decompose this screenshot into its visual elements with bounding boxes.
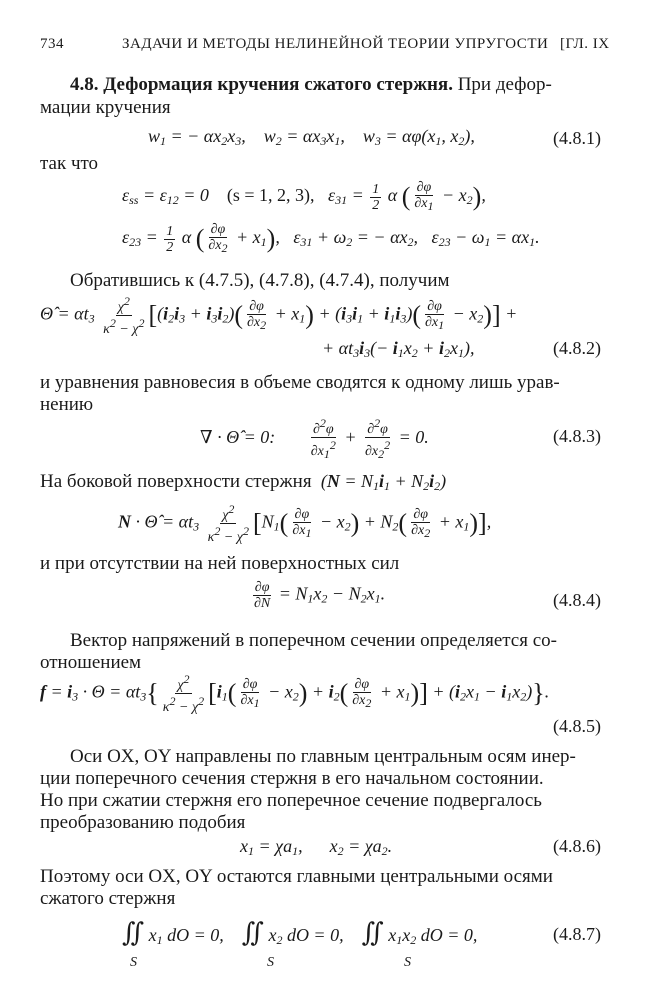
section-heading: 4.8. Деформация кручения сжатого стержня. [70, 74, 453, 95]
equation-boundary: N · Θ̂ = $\alpha t_3$ $\frac{\chi 2}{\kappa 2 - \chi 2}$ [$N_1$( $\frac{\partial\varphi}{\partial x1}$ − $x_2) + N_2$( $\frac{\partial\varphi}{\partial x2}$ + $x_1$)], [118, 502, 492, 545]
integral-domain-s: S [267, 955, 274, 970]
text-vektor-2: отношением [40, 652, 142, 673]
text-poetomu-1: Поэтому оси OX, OY остаются главными центральными осями [40, 866, 553, 887]
section-intro: При дефор- [457, 74, 552, 95]
text-obrativshis: Обратившись к (4.7.5), (4.7.8), (4.7.4), получим [70, 270, 450, 291]
equation-number: (4.8.7) [553, 924, 601, 944]
text-uravneniya-1: и уравнения равновесия в объеме сводятся к одному лишь урав- [40, 372, 560, 393]
text-tak-chto: так что [40, 153, 99, 174]
equation-4-8-2-line1: Θ̂ = $\alpha t_3$ $\frac{\chi 2}{\kappa 2 - \chi 2}$ [$(i_2i_3 + i_3i_2)$( $\frac{\partial\varphi}{\partial x2}$ + $x_1) + (i_3i_1 + i_1i_3)$( $\frac{\partial\varphi}{\partial x1}$ − $x_2$)] + [40, 294, 518, 337]
text-osi-3: Но при сжатии стержня его поперечное сечение подвергалось [40, 790, 542, 811]
equation-strains-2: $\varepsilon_{23}$ = $\frac{1}{2}$ α ( $\frac{\partial\varphi}{\partial x2}$ + $x_1$), $\varepsilon_{31} + \omega_2$ = − $\alpha x_2$, $\varepsilon_{23} - \omega_1 = \alpha x_1$. [122, 222, 540, 255]
text-osi-1: Оси OX, OY направлены по главным центральным осям инер- [70, 746, 576, 767]
text-pri-otsutstvii: и при отсутствии на ней поверхностных сил [40, 553, 400, 574]
section-heading-line [70, 74, 552, 96]
integral-domain-s: S [130, 955, 137, 970]
equation-number: (4.8.2) [553, 338, 601, 358]
section-intro-cont: мации кручения [40, 97, 171, 118]
text-bokovoy: На боковой поверхности стержня [40, 471, 312, 492]
equation-4-8-5: $f = i_3 \cdot \Theta = \alpha t_3${ $\frac{\chi 2}{\kappa 2 - \chi 2}$ [$i_1$( $\frac{\partial\varphi}{\partial x1}$ − $x_2) + i_2$( $\frac{\partial\varphi}{\partial x2}$ + $x_1)] + (i_2x_1 - i_1x_2)$}. [40, 672, 550, 715]
equation-number: (4.8.4) [553, 590, 601, 610]
text-osi-4: преобразованию подобия [40, 812, 246, 833]
page-number: 734 [40, 36, 64, 52]
equation-4-8-7: ∬ $x_1$ dO = 0, ∬ $x_2$ dO = 0, ∬ $x_1x_2$ dO = 0, [122, 918, 478, 947]
text-poetomu-2: сжатого стержня [40, 888, 176, 909]
equation-number: (4.8.3) [553, 426, 601, 446]
equation-number: (4.8.1) [553, 128, 601, 148]
chapter-label: [ГЛ. IX [560, 36, 610, 52]
equation-number: (4.8.6) [553, 836, 601, 856]
text-bokovoy-line: На боковой поверхности стержня $(N = N_1i_1 + N_2i_2)$ [40, 471, 447, 493]
equation-number: (4.8.5) [553, 716, 601, 736]
running-title: ЗАДАЧИ И МЕТОДЫ НЕЛИНЕЙНОЙ ТЕОРИИ УПРУГОСТИ [122, 36, 549, 52]
equation-4-8-4: $\frac{\partial\varphi}{\partial N}$ = $N_1x_2 - N_2x_1$. [254, 580, 386, 611]
text-osi-2: ции поперечного сечения стержня в его начальном состоянии. [40, 768, 544, 789]
equation-4-8-2-line2: + $\alpha t_3i_3(- i_1x_2 + i_2x_1)$, [322, 338, 475, 360]
equation-4-8-1: $w_1$ = − $\alpha x_2x_3$, $w_2 = \alpha x_3x_1$, $w_3 = \alpha\varphi(x_1$, $x_2$), [148, 126, 475, 148]
equation-4-8-6: $x_1 = \chi a_1$, $x_2 = \chi a_2$. [240, 836, 393, 858]
integral-domain-s: S [404, 955, 411, 970]
equation-4-8-3: ∇ · Θ̂ = 0: $\frac{\partial 2\varphi}{\partial x12}$ + $\frac{\partial 2\varphi}{\partial x22}$ = 0. [200, 416, 429, 461]
text-vektor-1: Вектор напряжений в поперечном сечении определяется со- [70, 630, 557, 651]
equation-strains-1: $\varepsilon_{ss} = \varepsilon_{12} = 0$ (s = 1, 2, 3), $\varepsilon_{31}$ = $\frac{1}{2}$ α ( $\frac{\partial\varphi}{\partial x1}$ − $x_2$), [122, 180, 486, 213]
text-uravneniya-2: нению [40, 394, 94, 415]
